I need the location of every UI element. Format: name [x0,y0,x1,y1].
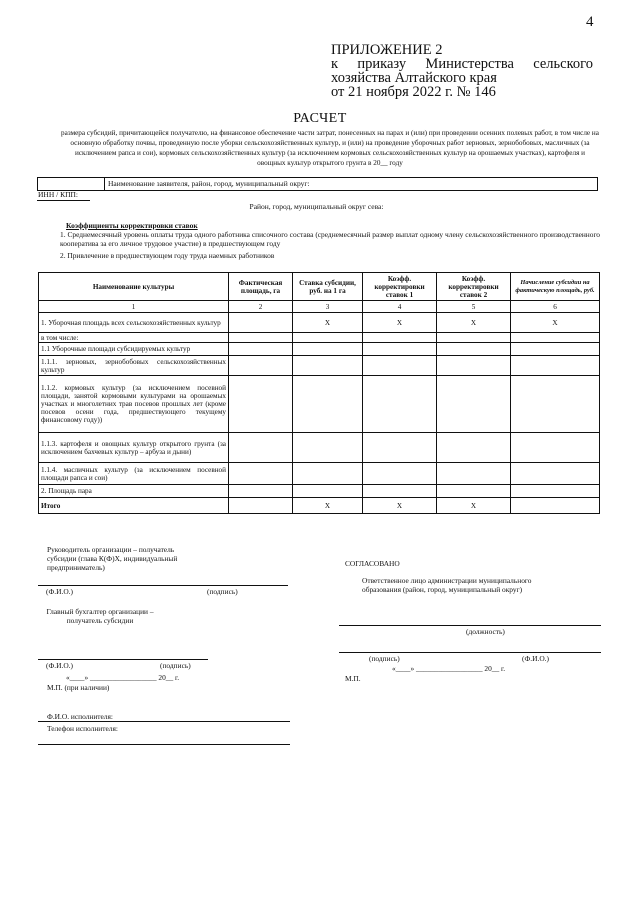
table-row [39,463,600,485]
soglasovano-label: СОГЛАСОВАНО [345,559,400,568]
col-number: 4 [363,301,437,313]
table-cell [363,485,437,498]
table-cell [293,333,363,343]
table-cell [437,356,511,376]
table-cell [437,343,511,356]
head-fio-label: (Ф.И.О.) [46,587,73,596]
right-fio-label: (Ф.И.О.) [522,654,549,663]
appendix-line1: ПРИЛОЖЕНИЕ 2 [331,42,443,58]
table-cell [229,333,293,343]
table-header-row [39,273,600,301]
dolzhnost-label: (должность) [466,627,505,636]
koef-item1: 1. Среднемесячный уровень оплаты труда одного работника списочного состава (среднемесячный размер выплат одному члену сельскохозяйственного производственного кооператива за его личное трудовое участие) в предшествующем году [60,230,600,248]
row-name: 1.1 Уборочные площади субсидируемых культур [39,343,229,356]
table-row [39,433,600,463]
accountant-podpis-label: (подпись) [160,661,191,670]
table-cell: X [363,313,437,333]
table-cell [511,356,600,376]
head-signature-line [38,585,288,586]
appendix-word: приказу [357,56,407,72]
accountant-label: Главный бухгалтер организации – получатель субсидии [46,607,154,625]
calculation-table [38,272,600,514]
table-row [39,333,600,343]
table-number-row [39,301,600,313]
table-cell [229,376,293,433]
applicant-label: Наименование заявителя, район, город, муниципальный округ: [108,179,310,188]
table-cell [229,463,293,485]
col-header: Коэфф. корректировки ставок 1 [363,273,437,301]
head-podpis-label: (подпись) [207,587,238,596]
col-header: Коэфф. корректировки ставок 2 [437,273,511,301]
table-cell [293,356,363,376]
table-cell [363,343,437,356]
applicant-box [37,177,598,191]
right-podpis-label: (подпись) [369,654,400,663]
table-cell [293,433,363,463]
accountant-fio-label: (Ф.И.О.) [46,661,73,670]
col-header: Ставка субсидии, руб. на 1 га [293,273,363,301]
row-name: 1.1.1. зерновых, зернобобовых сельскохозяйственных культур [39,356,229,376]
table-cell [229,356,293,376]
head-label: Руководитель организации – получатель субсидии (глава К(Ф)Х, индивидуальный предприниматель) [47,545,178,572]
inn-label: ИНН / КПП: [38,190,79,199]
table-cell: X [437,313,511,333]
appendix-line3: хозяйства Алтайского края [331,70,497,86]
col-number: 5 [437,301,511,313]
col-number: 6 [511,301,600,313]
right-date: «____» __________________ 20__ г. [392,664,506,673]
table-cell [363,433,437,463]
table-row [39,343,600,356]
row-name: 1.1.3. картофеля и овощных культур открытого грунта (за исключением бахчевых культур – арбуза и дыни) [39,433,229,463]
table-cell [293,485,363,498]
appendix-line4: от 21 ноября 2022 г. № 146 [331,84,496,100]
row-name: 1.1.4. масличных культур (за исключением посевной площади рапса и сои) [39,463,229,485]
table-row [39,485,600,498]
table-cell: X [437,498,511,514]
row-name: Итого [39,498,229,514]
table-cell [437,376,511,433]
executor-fio-label: Ф.И.О. исполнителя: [47,712,113,721]
document-title: РАСЧЕТ [293,111,347,126]
table-cell [363,376,437,433]
table-cell [363,333,437,343]
table-cell [293,463,363,485]
table-cell [437,433,511,463]
district-label: Район, город, муниципальный округ сева: [249,202,384,211]
table-cell [229,498,293,514]
table-cell: X [511,313,600,333]
table-cell [511,343,600,356]
dolzhnost-line [339,625,601,626]
row-name: 1. Уборочная площадь всех сельскохозяйственных культур [39,313,229,333]
page-number: 4 [586,14,594,30]
col-number: 1 [39,301,229,313]
table-cell [293,376,363,433]
row-name: 1.1.2. кормовых культур (за исключением посевной площади, занятой кормовыми культурами на орошаемых участках и многолетних трав посевов прошлых лет (кроме посевов осени года, предшествующего текущему финансовому году)) [39,376,229,433]
table-cell [293,343,363,356]
right-signature-line [339,652,601,653]
executor-fio-line [38,721,290,722]
col-header: Фактическая площадь, га [229,273,293,301]
accountant-signature-line [38,659,208,660]
table-cell [511,463,600,485]
table-cell: X [293,498,363,514]
table-cell [511,498,600,514]
appendix-word: Министерства [425,56,514,72]
table-cell [511,485,600,498]
appendix-word: к [331,56,339,72]
table-cell [437,333,511,343]
table-cell [511,333,600,343]
accountant-date: «____» __________________ 20__ г. [66,673,180,682]
table-cell [363,463,437,485]
executor-phone-line [38,744,290,745]
responsible-label: Ответственное лицо администрации муниципального образования (район, город, муниципальный округ) [362,576,532,594]
table-cell [229,343,293,356]
appendix-word: сельского [533,56,593,72]
table-cell: X [363,498,437,514]
table-row [39,313,600,333]
row-name: в том числе: [39,333,229,343]
table-total-row [39,498,600,514]
col-number: 2 [229,301,293,313]
table-cell [363,356,437,376]
table-cell [437,463,511,485]
col-header: Наименование культуры [39,273,229,301]
table-cell: X [293,313,363,333]
koef-item2: 2. Привлечение в предшествующем году труда наемных работников [60,251,275,260]
appendix-header [331,43,593,99]
koef-heading: Коэффициенты корректировки ставок [66,221,198,230]
col-header: Начисление субсидии на фактическую площадь, руб. [511,273,600,301]
table-row [39,376,600,433]
table-cell [511,376,600,433]
col-number: 3 [293,301,363,313]
document-intro: размера субсидий, причитающейся получателю, на финансовое обеспечение части затрат, понесенных на парах и (или) при проведении осенних полевых работ, в том числе на основную обработку почвы, проведенную после уборки сельскохозяйственных культур, и (или) на проведение уборочных работ зерновых, зернобобовых, масличных (за исключением рапса и сои), кормовых сельскохозяйственных культур (за исключением кормовых сельскохозяйственных культур на орошаемых участках), картофеля и овощных культур открытого грунта в 20__ году [61,129,599,167]
appendix-line2 [331,57,593,71]
row-name: 2. Площадь пара [39,485,229,498]
table-row [39,356,600,376]
table-cell [229,313,293,333]
mp-label-right: М.П. [345,674,361,683]
table-cell [511,433,600,463]
executor-phone-label: Телефон исполнителя: [47,724,118,733]
inn-underline [37,200,90,201]
table-cell [437,485,511,498]
mp-label-left: М.П. (при наличии) [47,683,110,692]
table-cell [229,433,293,463]
table-cell [229,485,293,498]
